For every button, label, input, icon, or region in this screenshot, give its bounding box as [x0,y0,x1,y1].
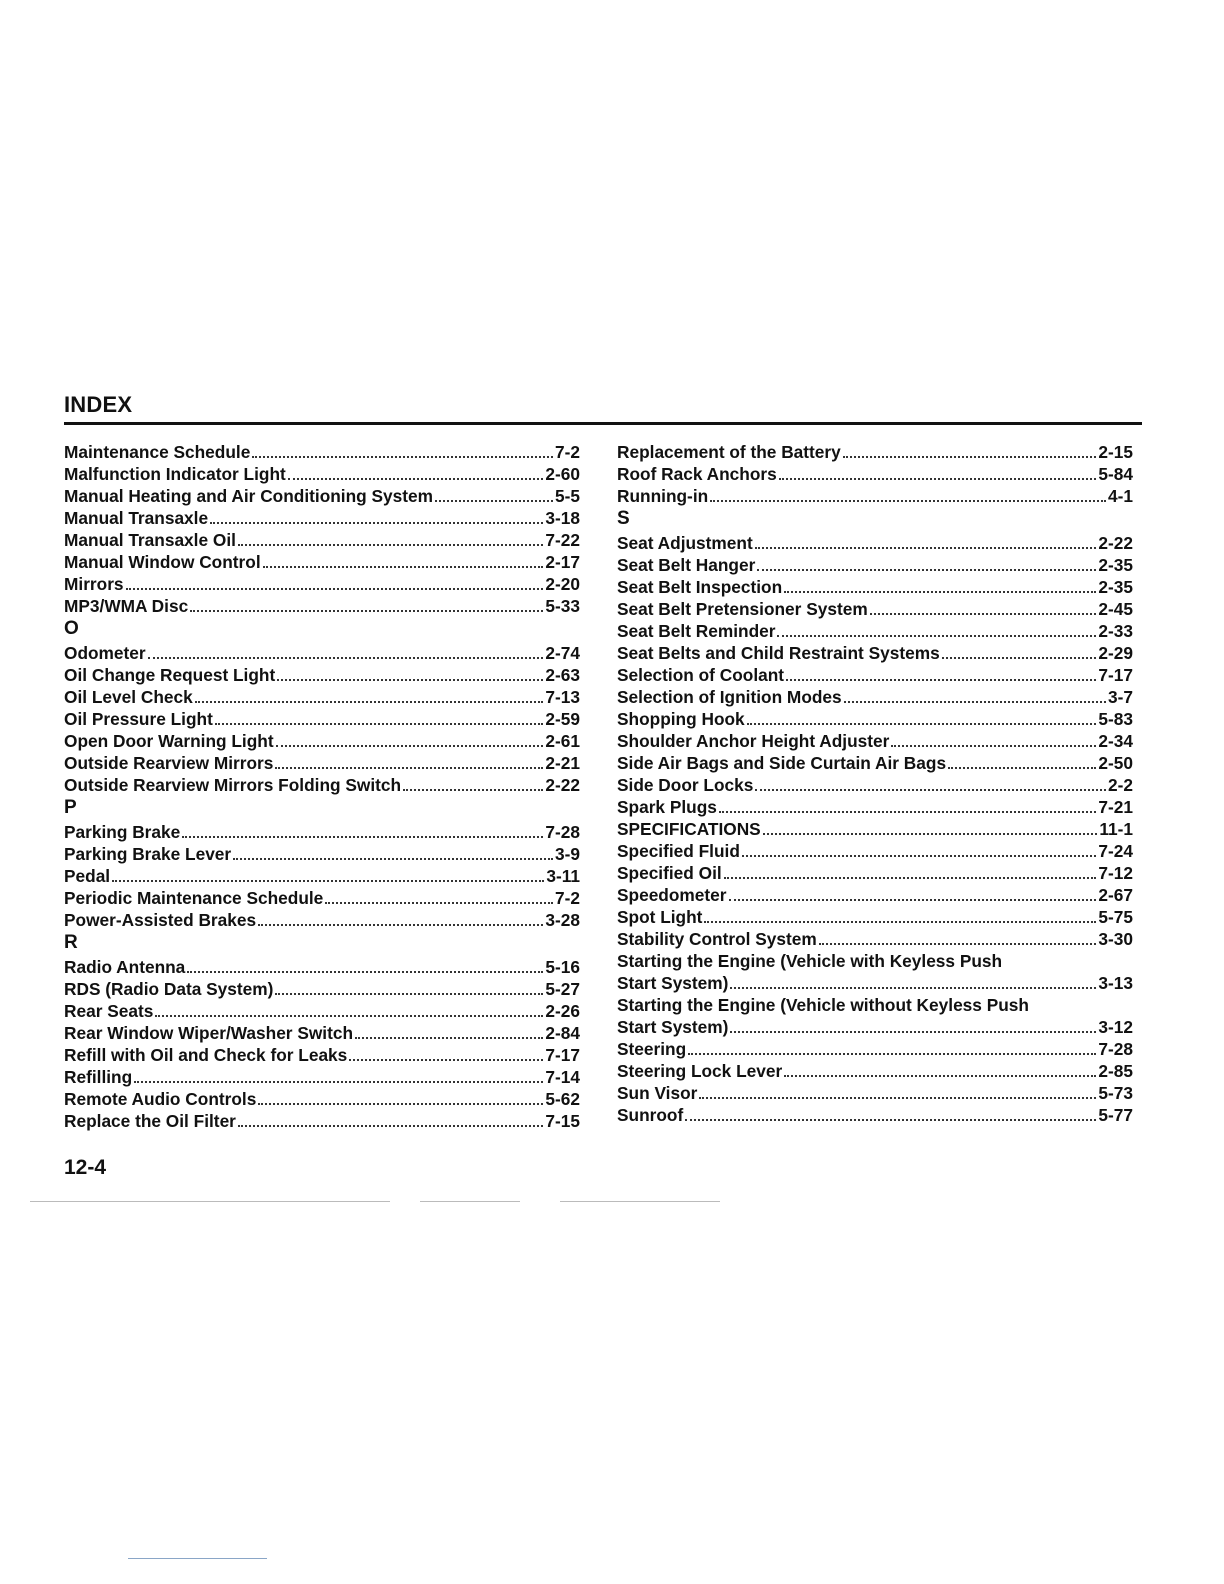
index-entry [64,821,580,843]
index-section-letter: S [617,508,630,529]
scan-artifact-line [560,1201,720,1202]
index-entry [64,1022,580,1044]
dot-leader [948,752,1096,774]
index-term: Steering [617,1039,687,1059]
index-term: Rear Window Wiper/Washer Switch [64,1023,354,1043]
index-page-ref: 2-59 [545,709,580,729]
index-page-ref: 2-67 [1098,885,1133,905]
index-page-ref: 7-21 [1098,797,1133,817]
index-term: Start System) [617,1017,729,1037]
index-term: Mirrors [64,574,124,594]
index-page-ref: 2-60 [545,464,580,484]
index-term: Manual Transaxle [64,508,209,528]
index-section-letter: R [64,932,78,953]
index-entry [64,529,580,551]
index-entry [617,554,1133,576]
index-page-ref: 2-26 [545,1001,580,1021]
index-entry [617,730,1133,752]
index-page-ref: 7-28 [1098,1039,1133,1059]
dot-leader [844,686,1106,708]
index-term: Selection of Coolant [617,665,785,685]
index-term: Parking Brake Lever [64,844,232,864]
index-entry [617,928,1133,950]
index-entry [64,1000,580,1022]
dot-leader [195,686,544,708]
dot-leader [355,1022,543,1044]
index-entry [617,708,1133,730]
index-term: Refilling [64,1067,133,1087]
index-page-ref: 2-34 [1098,731,1133,751]
index-term: Specified Fluid [617,841,740,861]
index-page-ref: 7-14 [545,1067,580,1087]
dot-leader [688,1038,1096,1060]
dot-leader [215,708,544,730]
index-entry [617,972,1133,994]
index-entry [617,1038,1133,1060]
index-term: Spot Light [617,907,703,927]
index-entry [617,1082,1133,1104]
index-page-ref: 2-29 [1098,643,1133,663]
index-page-ref: 7-12 [1098,863,1133,883]
index-entry [64,573,580,595]
index-entry [64,551,580,573]
index-entry [617,598,1133,620]
index-term: SPECIFICATIONS [617,819,761,839]
index-term: Replace the Oil Filter [64,1111,236,1131]
index-entry [64,730,580,752]
index-page-ref: 5-84 [1098,464,1133,484]
index-term: Sunroof [617,1105,684,1125]
index-page-ref: 2-63 [545,665,580,685]
dot-leader [730,972,1096,994]
index-term: Refill with Oil and Check for Leaks [64,1045,348,1065]
index-entry [617,620,1133,642]
index-entry [617,441,1133,463]
dot-leader [755,532,1097,554]
index-entry [64,595,580,617]
index-term: Running-in [617,486,709,506]
index-term: Sun Visor [617,1083,698,1103]
index-term: Speedometer [617,885,727,905]
dot-leader [685,1104,1096,1126]
index-term: Power-Assisted Brakes [64,910,257,930]
page-header [64,392,1142,425]
dot-leader [779,463,1097,485]
index-term: Seat Belts and Child Restraint Systems [617,643,940,663]
index-page-ref: 5-83 [1098,709,1133,729]
dot-leader [187,956,543,978]
index-term: Manual Transaxle Oil [64,530,236,550]
index-page-ref: 11-1 [1099,819,1133,839]
index-page-ref: 3-13 [1098,973,1133,993]
index-term: Odometer [64,643,146,663]
index-column-left [64,441,580,1132]
index-term: Outside Rearview Mirrors [64,753,274,773]
index-page-ref: 7-15 [545,1111,580,1131]
dot-leader [126,573,544,595]
dot-leader [403,774,543,796]
index-term: Remote Audio Controls [64,1089,257,1109]
index-page-ref: 2-15 [1098,442,1133,462]
index-entry [64,843,580,865]
index-term: Specified Oil [617,863,722,883]
index-entry [617,906,1133,928]
dot-leader [277,664,543,686]
scan-artifact-line [128,1558,267,1559]
index-entry [64,1088,580,1110]
dot-leader [252,441,553,463]
index-entry [64,865,580,887]
index-page-ref: 2-50 [1098,753,1133,773]
index-page-ref: 2-61 [545,731,580,751]
dot-leader [784,1060,1096,1082]
index-term: RDS (Radio Data System) [64,979,274,999]
dot-leader [112,865,544,887]
dot-leader [190,595,543,617]
index-page-ref: 7-22 [545,530,580,550]
index-entry [64,441,580,463]
index-entry [617,463,1133,485]
index-page-ref: 5-62 [545,1089,580,1109]
index-entry [64,774,580,796]
index-term: Stability Control System [617,929,817,949]
index-entry [617,796,1133,818]
dot-leader [819,928,1097,950]
index-term: Side Air Bags and Side Curtain Air Bags [617,753,947,773]
index-entry [64,752,580,774]
index-page-ref: 2-85 [1098,1061,1133,1081]
dot-leader [710,485,1106,507]
index-entry [64,956,580,978]
index-page-ref: 5-27 [545,979,580,999]
index-term: Selection of Ignition Modes [617,687,842,707]
index-term: Side Door Locks [617,775,754,795]
index-term: Pedal [64,866,111,886]
index-entry [617,1016,1133,1038]
dot-leader [724,862,1097,884]
index-entry [617,686,1133,708]
dot-leader [258,909,543,931]
index-page-ref: 2-20 [545,574,580,594]
index-page-ref: 5-73 [1098,1083,1133,1103]
scan-artifact-line [420,1201,520,1202]
index-entry [617,774,1133,796]
index-page-ref: 5-77 [1098,1105,1133,1125]
dot-leader [238,529,543,551]
index-term: Oil Pressure Light [64,709,213,729]
index-entry [64,978,580,1000]
index-term: Starting the Engine (Vehicle with Keyless Push [617,951,1003,971]
index-term: Replacement of the Battery [617,442,841,462]
dot-leader [288,463,544,485]
dot-leader [730,1016,1096,1038]
index-page-ref: 7-17 [1098,665,1133,685]
index-term: Parking Brake [64,822,181,842]
dot-leader [755,774,1106,796]
index-page-ref: 7-2 [555,442,580,462]
index-entry [64,485,580,507]
index-term: Start System) [617,973,729,993]
index-entry [617,485,1133,507]
dot-leader [747,708,1097,730]
dot-leader [742,840,1097,862]
index-term: Shopping Hook [617,709,745,729]
index-page-ref: 5-5 [555,486,580,506]
dot-leader [891,730,1096,752]
index-page-ref: 3-9 [555,844,580,864]
dot-leader [699,1082,1096,1104]
index-entry [617,752,1133,774]
index-page-ref: 7-28 [545,822,580,842]
index-term: Rear Seats [64,1001,154,1021]
dot-leader [182,821,543,843]
index-entry [617,1060,1133,1082]
index-entry [617,532,1133,554]
index-page-ref: 3-7 [1108,687,1133,707]
index-entry [64,1110,580,1132]
dot-leader [777,620,1096,642]
index-entry [617,818,1133,840]
index-page-ref: 2-35 [1098,555,1133,575]
index-page-ref: 2-33 [1098,621,1133,641]
index-column-right [617,441,1133,1126]
index-entry-continued [617,994,1133,1016]
index-term: Manual Heating and Air Conditioning System [64,486,434,506]
index-term: Shoulder Anchor Height Adjuster [617,731,890,751]
index-entry [64,463,580,485]
index-term: MP3/WMA Disc [64,596,189,616]
index-entry [617,576,1133,598]
index-section-letter: P [64,797,77,818]
index-page-ref: 2-2 [1108,775,1133,795]
index-term: Steering Lock Lever [617,1061,783,1081]
dot-leader [942,642,1097,664]
index-page-ref: 5-16 [545,957,580,977]
index-term: Spark Plugs [617,797,717,817]
dot-leader [238,1110,544,1132]
index-page-ref: 7-13 [545,687,580,707]
dot-leader [757,554,1096,576]
dot-leader [210,507,543,529]
index-term: Outside Rearview Mirrors Folding Switch [64,775,402,795]
dot-leader [784,576,1096,598]
index-page-ref: 5-75 [1098,907,1133,927]
dot-leader [719,796,1097,818]
dot-leader [275,752,543,774]
index-entry [64,887,580,909]
index-page-ref: 2-17 [545,552,580,572]
index-page-ref: 7-17 [545,1045,580,1065]
index-term: Seat Adjustment [617,533,753,553]
index-entry [64,664,580,686]
index-term: Periodic Maintenance Schedule [64,888,324,908]
index-term: Oil Level Check [64,687,193,707]
index-term: Open Door Warning Light [64,731,274,751]
dot-leader [870,598,1097,620]
page-title: INDEX [64,392,133,417]
index-page-ref: 3-28 [545,910,580,930]
scan-artifact-line [30,1201,390,1202]
dot-leader [349,1044,543,1066]
dot-leader [134,1066,543,1088]
index-entry-continued [617,950,1133,972]
dot-leader [148,642,544,664]
index-entry [64,909,580,931]
dot-leader [155,1000,543,1022]
index-page-ref: 3-12 [1098,1017,1133,1037]
index-page-ref: 2-35 [1098,577,1133,597]
index-page-ref: 3-11 [546,866,580,886]
index-entry [617,840,1133,862]
index-entry [64,507,580,529]
index-entry [64,708,580,730]
index-page-ref: 5-33 [545,596,580,616]
page-number: 12-4 [64,1156,107,1179]
index-term: Oil Change Request Light [64,665,276,685]
index-page-ref: 2-84 [545,1023,580,1043]
dot-leader [843,441,1097,463]
index-page-ref: 3-30 [1098,929,1133,949]
index-entry [617,664,1133,686]
index-term: Radio Antenna [64,957,186,977]
index-term: Roof Rack Anchors [617,464,777,484]
index-term: Seat Belt Reminder [617,621,776,641]
index-page-ref: 2-21 [545,753,580,773]
index-entry [64,1066,580,1088]
index-page-ref: 2-22 [1098,533,1133,553]
index-term: Seat Belt Inspection [617,577,783,597]
index-page-ref: 4-1 [1108,486,1133,506]
dot-leader [276,730,544,752]
index-term: Seat Belt Pretensioner System [617,599,868,619]
index-page-ref: 3-18 [545,508,580,528]
dot-leader [325,887,553,909]
index-page-ref: 2-45 [1098,599,1133,619]
dot-leader [786,664,1096,686]
dot-leader [258,1088,543,1110]
dot-leader [263,551,544,573]
index-entry [617,642,1133,664]
index-page-ref: 7-2 [555,888,580,908]
index-term: Malfunction Indicator Light [64,464,286,484]
dot-leader [704,906,1096,928]
index-term: Manual Window Control [64,552,261,572]
index-term: Maintenance Schedule [64,442,251,462]
index-entry [617,1104,1133,1126]
index-entry [617,884,1133,906]
index-term: Seat Belt Hanger [617,555,756,575]
dot-leader [435,485,553,507]
dot-leader [233,843,553,865]
dot-leader [275,978,543,1000]
index-entry [617,862,1133,884]
index-term: Starting the Engine (Vehicle without Keyless Push [617,995,1029,1015]
index-page-ref: 2-22 [545,775,580,795]
index-page-ref: 2-74 [545,643,580,663]
dot-leader [729,884,1097,906]
dot-leader [763,818,1098,840]
index-entry [64,686,580,708]
index-page-ref: 7-24 [1098,841,1133,861]
index-section-letter: O [64,618,79,639]
index-entry [64,1044,580,1066]
index-entry [64,642,580,664]
